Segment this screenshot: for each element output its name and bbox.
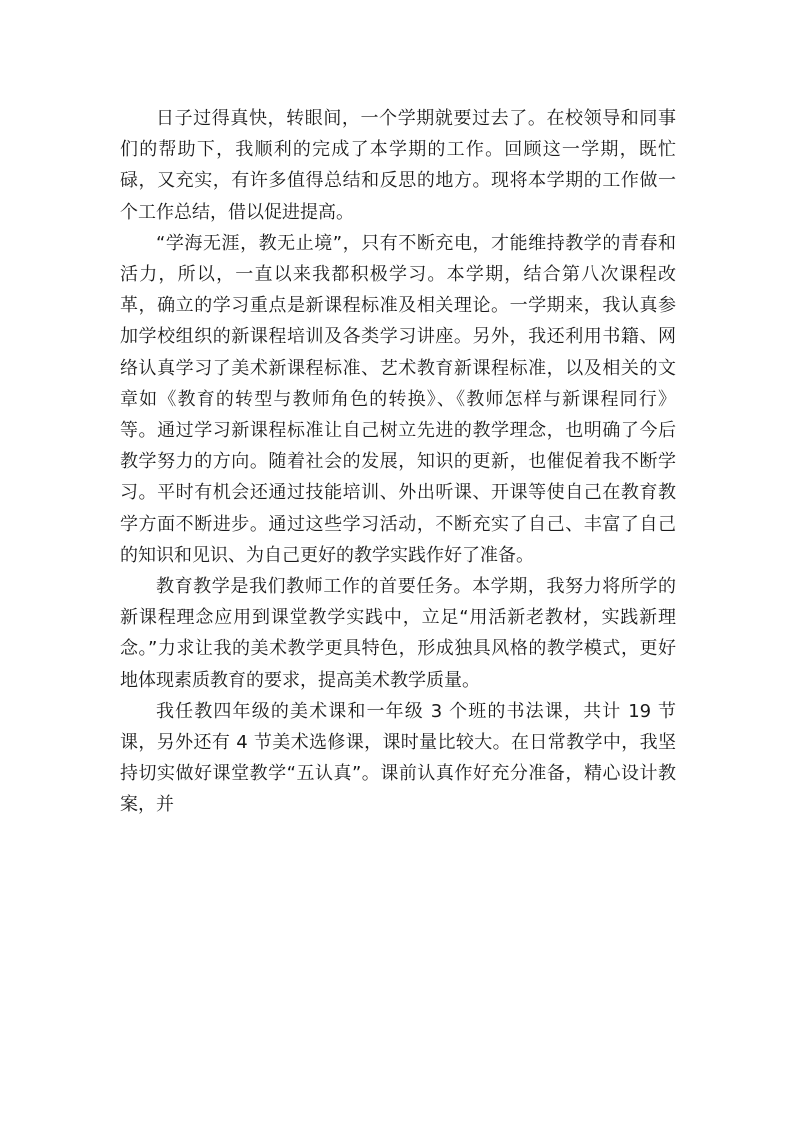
document-body (120, 103, 676, 821)
paragraph-classes: 我任教四年级的美术课和一年级 3 个班的书法课，共计 19 节课，另外还有 4 节美术选修课，课时量比较大。在日常教学中，我坚持切实做好课堂教学“五认真”。课前认真作好充分准备，精心设计教案，并 (120, 700, 676, 816)
paragraph-learning: “学海无涯，教无止境”，只有不断充电，才能维持教学的青春和活力，所以，一直以来我都积极学习。本学期，结合第八次课程改革，确立的学习重点是新课程标准及相关理论。一学期来，我认真参加学校组织的新课程培训及各类学习讲座。另外，我还利用书籍、网络认真学习了美术新课程标准、艺术教育新课程标准，以及相关的文章如《教育的转型与教师角色的转换》、《教师怎样与新课程同行》等。通过学习新课程标准让自己树立先进的教学理念，也明确了今后教学努力的方向。随着社会的发展，知识的更新，也催促着我不断学习。平时有机会还通过技能培训、外出听课、开课等使自己在教育教学方面不断进步。通过这些学习活动，不断充实了自己、丰富了自己的知识和见识、为自己更好的教学实践作好了准备。 (120, 232, 676, 566)
paragraph-intro: 日子过得真快，转眼间，一个学期就要过去了。在校领导和同事们的帮助下，我顺利的完成了本学期的工作。回顾这一学期，既忙碌，又充实，有许多值得总结和反思的地方。现将本学期的工作做一个工作总结，借以促进提高。 (120, 108, 676, 223)
paragraph-teaching: 教育教学是我们教师工作的首要任务。本学期，我努力将所学的新课程理念应用到课堂教学实践中，立足“用活新老教材，实践新理念。”力求让我的美术教学更具特色，形成独具风格的教学模式，更好地体现素质教育的要求，提高美术教学质量。 (120, 576, 676, 691)
